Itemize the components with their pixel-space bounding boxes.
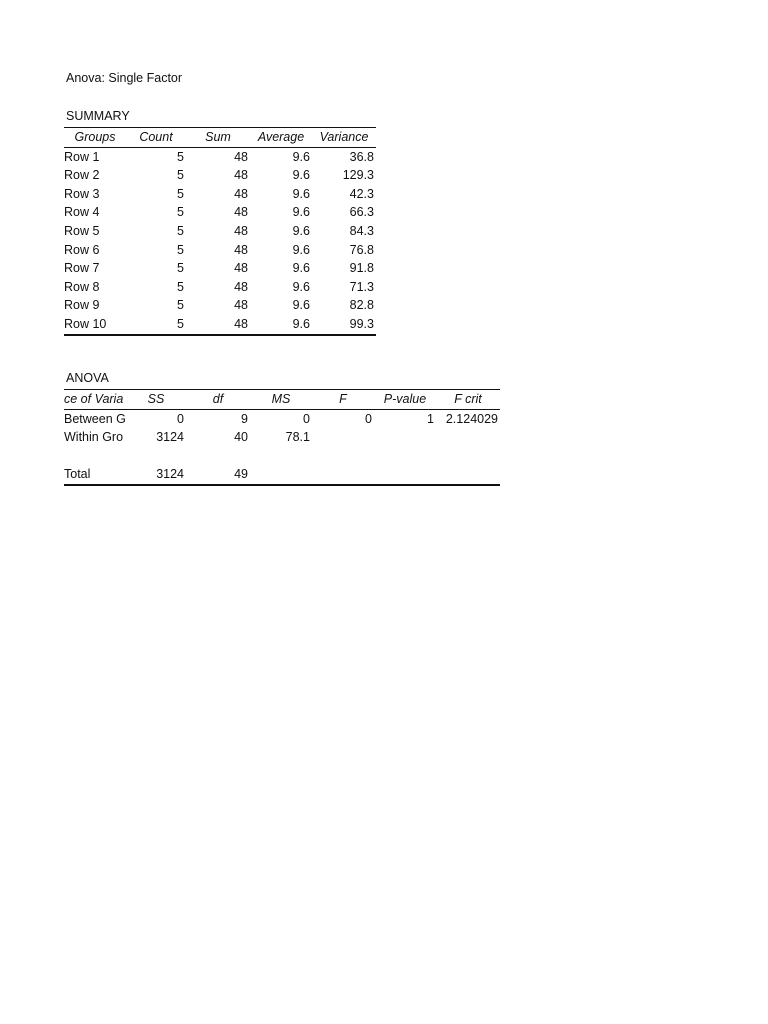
- ss-cell: 3124: [156, 467, 184, 482]
- pvalue-cell: [374, 428, 436, 447]
- f-cell: [312, 465, 374, 485]
- table-row: [64, 278, 376, 297]
- group-cell: Row 2: [64, 168, 100, 183]
- anova-header-f: F: [339, 392, 347, 406]
- variance-cell: 42.3: [349, 186, 374, 201]
- average-cell: 9.6: [292, 242, 310, 257]
- anova-header-pvalue: P-value: [383, 392, 427, 406]
- table-row: [64, 428, 500, 447]
- variance-cell: 129.3: [342, 168, 374, 183]
- sum-cell: 48: [234, 205, 248, 220]
- summary-table: [64, 127, 376, 336]
- anova-header-fcrit: F crit: [454, 392, 482, 406]
- variance-cell: 82.8: [349, 298, 374, 313]
- average-cell: 9.6: [292, 205, 310, 220]
- summary-header-groups: Groups: [74, 130, 116, 144]
- fcrit-cell: [436, 428, 500, 447]
- variance-cell: 76.8: [349, 242, 374, 257]
- group-cell: Row 1: [64, 149, 100, 164]
- variance-cell: 36.8: [349, 149, 374, 164]
- summary-header-count: Count: [139, 130, 173, 144]
- group-cell: Row 5: [64, 223, 100, 238]
- anova-header-source: ce of Varia: [64, 392, 124, 406]
- source-cell: [64, 447, 126, 466]
- table-row: [64, 315, 376, 335]
- summary-label: SUMMARY: [66, 109, 130, 123]
- group-cell: Row 10: [64, 316, 107, 331]
- table-row: [64, 147, 376, 166]
- pvalue-cell: 1: [427, 411, 434, 426]
- anova-header-row: [64, 390, 500, 410]
- sum-cell: 48: [234, 261, 248, 276]
- count-cell: 5: [177, 186, 184, 201]
- table-row: [64, 185, 376, 204]
- summary-header-row: [64, 128, 376, 148]
- anova-header-ss: SS: [147, 392, 165, 406]
- f-cell: 0: [365, 411, 372, 426]
- source-cell: Total: [64, 467, 91, 482]
- anova-header-ms: MS: [271, 392, 291, 406]
- report-title: Anova: Single Factor: [66, 71, 183, 85]
- table-row-blank: [64, 447, 500, 466]
- df-cell: 9: [241, 411, 248, 426]
- group-cell: Row 8: [64, 279, 100, 294]
- f-cell: [312, 428, 374, 447]
- count-cell: 5: [177, 149, 184, 164]
- average-cell: 9.6: [292, 316, 310, 331]
- count-cell: 5: [177, 223, 184, 238]
- group-cell: Row 4: [64, 205, 100, 220]
- source-cell: Between G: [64, 411, 126, 426]
- group-cell: Row 9: [64, 298, 100, 313]
- ms-cell: [250, 447, 312, 466]
- sum-cell: 48: [234, 149, 248, 164]
- df-cell: [186, 447, 250, 466]
- source-cell: Within Gro: [64, 430, 124, 445]
- fcrit-cell: 2.124029: [445, 411, 498, 426]
- summary-header-average: Average: [257, 130, 305, 144]
- variance-cell: 71.3: [349, 279, 374, 294]
- sum-cell: 48: [234, 186, 248, 201]
- group-cell: Row 6: [64, 242, 100, 257]
- group-cell: Row 7: [64, 261, 100, 276]
- sum-cell: 48: [234, 316, 248, 331]
- table-row: [64, 296, 376, 315]
- ss-cell: 0: [177, 411, 184, 426]
- average-cell: 9.6: [292, 223, 310, 238]
- df-cell: 49: [234, 467, 248, 482]
- count-cell: 5: [177, 316, 184, 331]
- fcrit-cell: [436, 447, 500, 466]
- table-row: [64, 259, 376, 278]
- ss-cell: 3124: [156, 430, 184, 445]
- variance-cell: 91.8: [349, 261, 374, 276]
- ms-cell: 78.1: [285, 430, 310, 445]
- table-row: [64, 222, 376, 241]
- count-cell: 5: [177, 205, 184, 220]
- count-cell: 5: [177, 242, 184, 257]
- anova-header-df: df: [212, 392, 224, 406]
- count-cell: 5: [177, 279, 184, 294]
- sum-cell: 48: [234, 298, 248, 313]
- df-cell: 40: [234, 430, 248, 445]
- pvalue-cell: [374, 447, 436, 466]
- average-cell: 9.6: [292, 168, 310, 183]
- group-cell: Row 3: [64, 186, 100, 201]
- table-row-total: [64, 465, 500, 485]
- variance-cell: 66.3: [349, 205, 374, 220]
- count-cell: 5: [177, 261, 184, 276]
- count-cell: 5: [177, 298, 184, 313]
- sum-cell: 48: [234, 242, 248, 257]
- table-row: [64, 409, 500, 428]
- table-row: [64, 241, 376, 260]
- anova-label: ANOVA: [66, 371, 109, 385]
- pvalue-cell: [374, 465, 436, 485]
- table-row: [64, 203, 376, 222]
- ms-cell: 0: [303, 411, 310, 426]
- average-cell: 9.6: [292, 186, 310, 201]
- ss-cell: [126, 447, 186, 466]
- sum-cell: 48: [234, 279, 248, 294]
- count-cell: 5: [177, 168, 184, 183]
- variance-cell: 84.3: [349, 223, 374, 238]
- average-cell: 9.6: [292, 149, 310, 164]
- average-cell: 9.6: [292, 279, 310, 294]
- summary-header-sum: Sum: [205, 130, 231, 144]
- fcrit-cell: [436, 465, 500, 485]
- average-cell: 9.6: [292, 298, 310, 313]
- sum-cell: 48: [234, 223, 248, 238]
- ms-cell: [250, 465, 312, 485]
- f-cell: [312, 447, 374, 466]
- table-row: [64, 166, 376, 185]
- variance-cell: 99.3: [349, 316, 374, 331]
- anova-table: [64, 389, 500, 486]
- average-cell: 9.6: [292, 261, 310, 276]
- sum-cell: 48: [234, 168, 248, 183]
- summary-header-variance: Variance: [319, 130, 369, 144]
